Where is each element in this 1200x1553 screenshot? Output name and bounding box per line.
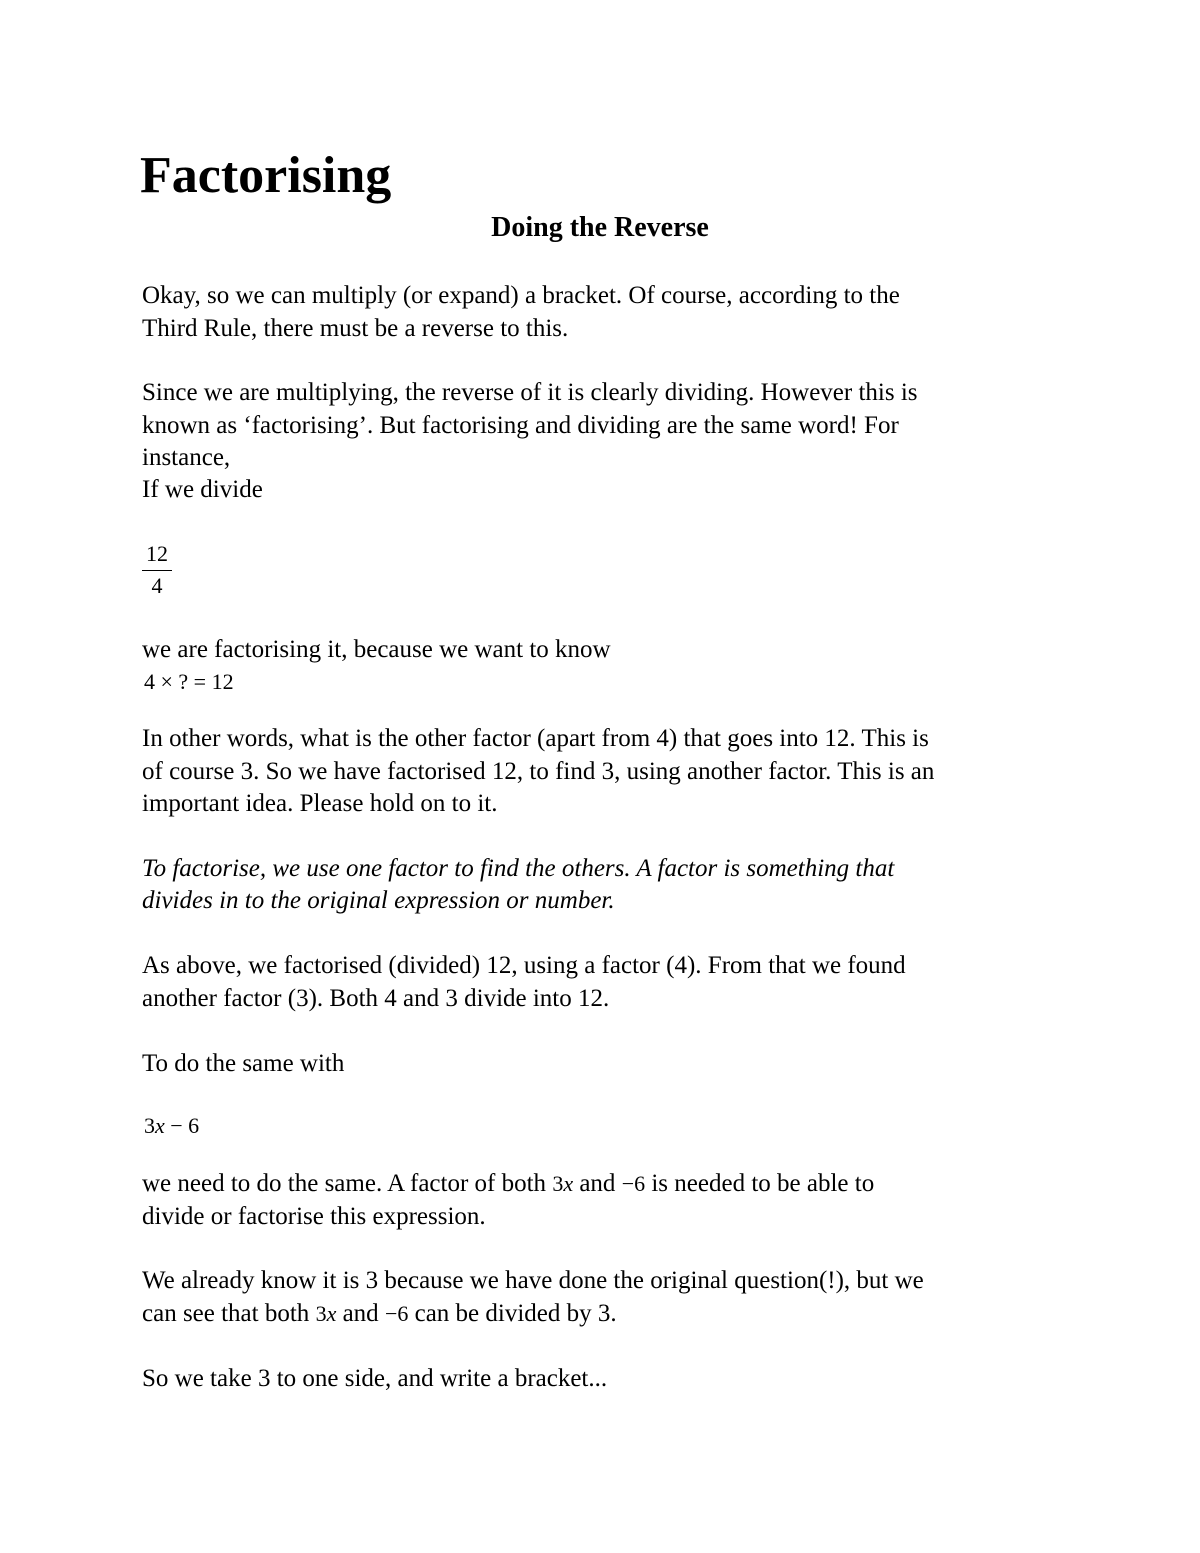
- paragraph-line: [142, 1168, 874, 1200]
- fraction-denominator: 4: [151, 573, 163, 598]
- paragraph-line: In other words, what is the other factor (apart from 4) that goes into 12. This is: [142, 725, 929, 752]
- paragraph-line: we are factorising it, because we want to know: [142, 636, 611, 663]
- fraction-12-over-4: [142, 540, 172, 598]
- paragraph-line: important idea. Please hold on to it.: [142, 790, 498, 817]
- paragraph-line: of course 3. So we have factorised 12, to find 3, using another factor. This is an: [142, 758, 935, 785]
- paragraph-line: another factor (3). Both 4 and 3 divide into 12.: [142, 985, 610, 1012]
- text-run: we need to do the same. A factor of both: [142, 1170, 553, 1197]
- paragraph-line: divide or factorise this expression.: [142, 1203, 486, 1230]
- paragraph-line: We already know it is 3 because we have done the original question(!), but we: [142, 1267, 924, 1294]
- math-variable: x: [563, 1171, 574, 1196]
- paragraph-line: To do the same with: [142, 1050, 345, 1077]
- text-run: and: [573, 1170, 622, 1197]
- fraction-numerator: 12: [146, 541, 168, 566]
- text-run: and: [336, 1300, 385, 1327]
- page-title: Factorising: [140, 147, 392, 204]
- inline-math-3x: [316, 1298, 337, 1330]
- text-run: can see that both: [142, 1300, 316, 1327]
- equation: 4 × ? = 12: [144, 669, 234, 694]
- paragraph-line: Third Rule, there must be a reverse to this.: [142, 315, 569, 342]
- expression-variable: x: [155, 1113, 165, 1138]
- paragraph-line: Since we are multiplying, the reverse of it is clearly dividing. However this is: [142, 379, 918, 406]
- paragraph-line: instance,: [142, 444, 231, 471]
- paragraph-line: [142, 1298, 617, 1330]
- expression-rest: − 6: [164, 1113, 200, 1138]
- paragraph-line: Okay, so we can multiply (or expand) a bracket. Of course, according to the: [142, 282, 900, 309]
- paragraph-line: If we divide: [142, 476, 263, 503]
- inline-math-3x: [552, 1168, 573, 1200]
- expression: [144, 1110, 199, 1142]
- expression-coefficient: 3: [144, 1113, 155, 1138]
- page-subtitle: Doing the Reverse: [491, 212, 709, 243]
- math-coefficient: 3: [552, 1171, 564, 1196]
- paragraph-line: known as ‘factorising’. But factorising and dividing are the same word! For: [142, 412, 899, 439]
- paragraph-line: As above, we factorised (divided) 12, using a factor (4). From that we found: [142, 952, 906, 979]
- text-run: can be divided by 3.: [408, 1300, 617, 1327]
- definition-line: To factorise, we use one factor to find the others. A factor is something that: [142, 855, 895, 882]
- fraction-bar: [142, 570, 172, 571]
- inline-math-minus-6: −6: [621, 1171, 646, 1196]
- math-coefficient: 3: [315, 1301, 327, 1326]
- definition-line: divides in to the original expression or number.: [142, 887, 615, 914]
- text-run: is needed to be able to: [645, 1170, 875, 1197]
- inline-math-minus-6: −6: [384, 1301, 409, 1326]
- paragraph-line: So we take 3 to one side, and write a bracket...: [142, 1365, 608, 1392]
- math-variable: x: [326, 1301, 337, 1326]
